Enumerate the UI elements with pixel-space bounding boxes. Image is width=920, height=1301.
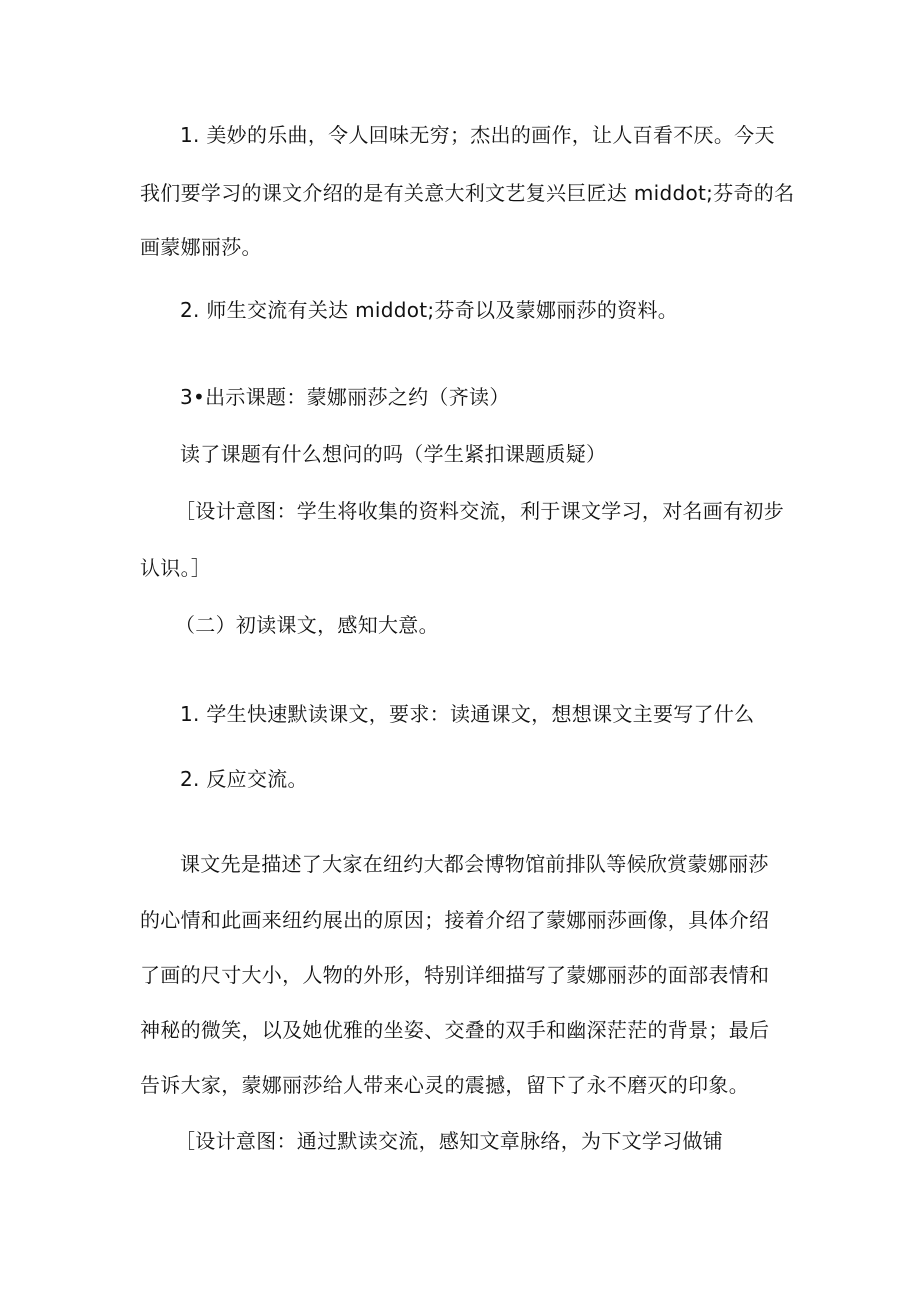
paragraph-8-line-2: 的心情和此画来纽约展出的原因；接着介绍了蒙娜丽莎画像，具体介绍 [140, 908, 770, 932]
paragraph-8-line-4: 神秘的微笑，以及她优雅的坐姿、交叠的双手和幽深茫茫的背景；最后 [140, 1018, 770, 1042]
paragraph-8-line-1: 课文先是描述了大家在纽约大都会博物馆前排队等候欣赏蒙娜丽莎 [180, 852, 769, 876]
design-note-2-line-1: ［设计意图：通过默读交流，感知文章脉络，为下文学习做铺 [175, 1129, 724, 1153]
paragraph-8-line-5: 告诉大家，蒙娜丽莎给人带来心灵的震撼，留下了永不磨灭的印象。 [140, 1073, 749, 1097]
design-note-1-line-1: ［设计意图：学生将收集的资料交流，利于课文学习，对名画有初步 [175, 499, 784, 523]
design-note-1-line-2: 认识。］ [140, 556, 212, 580]
paragraph-1-line-2: 我们要学习的课文介绍的是有关意大利文艺复兴巨匠达 middot;芬奇的名 [140, 181, 795, 205]
paragraph-1-line-1: 1. 美妙的乐曲，令人回味无穷；杰出的画作，让人百看不厌。今天 [180, 123, 775, 147]
paragraph-7: 2. 反应交流。 [180, 767, 308, 791]
paragraph-8-line-3: 了画的尺寸大小，人物的外形，特别详细描写了蒙娜丽莎的面部表情和 [140, 963, 770, 987]
paragraph-6: 1. 学生快速默读课文，要求：读通课文，想想课文主要写了什么 [180, 702, 755, 726]
paragraph-2: 2. 师生交流有关达 middot;芬奇以及蒙娜丽莎的资料。 [180, 298, 679, 322]
paragraph-3-title: 3•出示课题：蒙娜丽莎之约（齐读） [180, 385, 510, 409]
paragraph-1-line-3: 画蒙娜丽莎。 [140, 235, 262, 259]
paragraph-4: 读了课题有什么想问的吗（学生紧扣课题质疑） [180, 442, 607, 466]
section-heading-2: （二）初读课文，感知大意。 [175, 613, 439, 637]
